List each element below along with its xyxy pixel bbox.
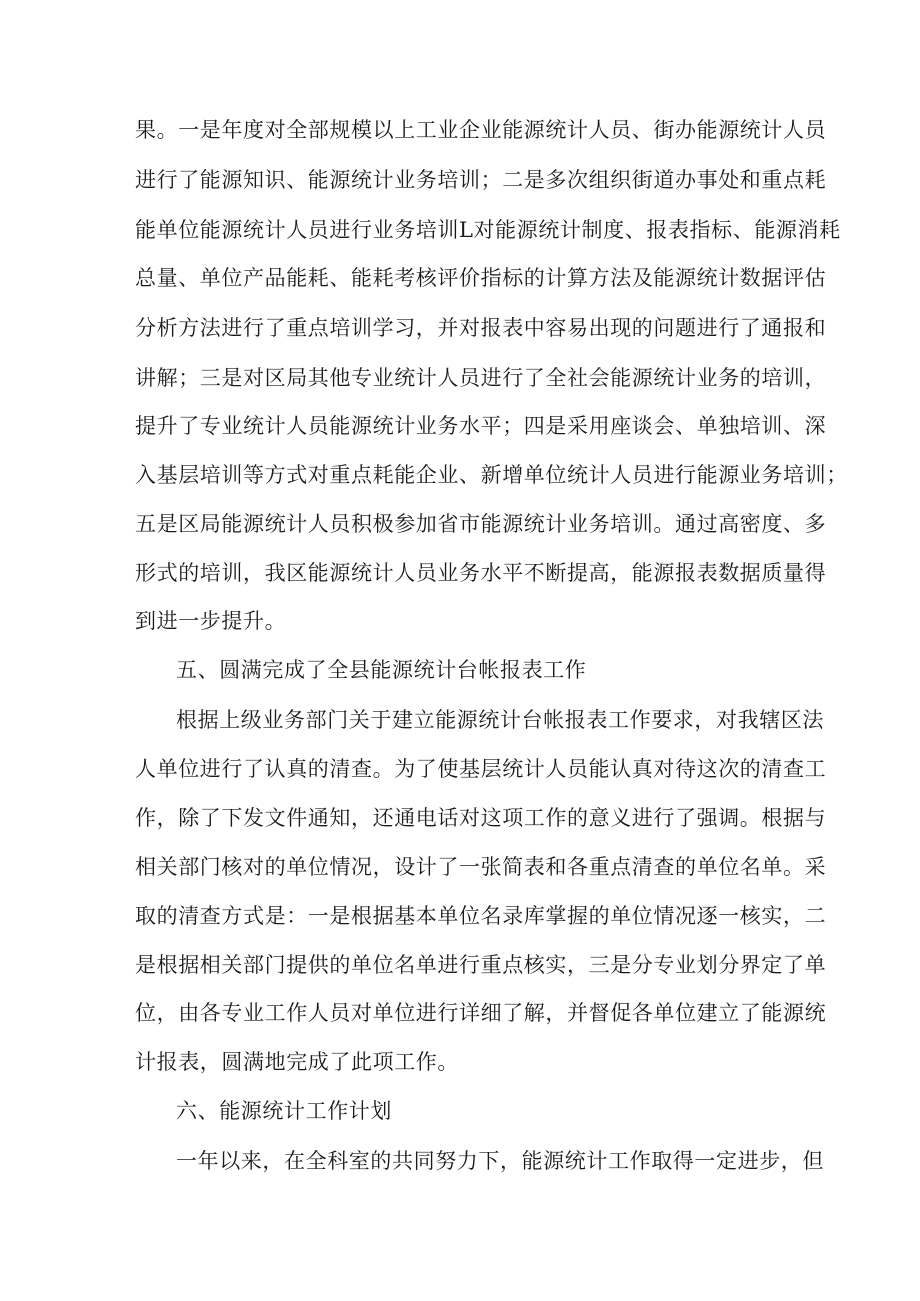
paragraph-line: 一年以来，在全科室的共同努力下，能源统计工作取得一定进步，但 (176, 1149, 824, 1173)
paragraph-line: 作，除了下发文件通知，还通电话对这项工作的意义进行了强调。根据与 (135, 806, 827, 830)
section-heading-6: 六、能源统计工作计划 (176, 1099, 392, 1123)
paragraph-line: 提升了专业统计人员能源统计业务水平；四是采用座谈会、单独培训、深 (135, 414, 827, 438)
paragraph-line: 位，由各专业工作人员对单位进行详细了解，并督促各单位建立了能源统 (135, 1001, 827, 1025)
paragraph-line: 能单位能源统计人员进行业务培训L对能源统计制度、报表指标、能源消耗 (135, 218, 841, 242)
paragraph-line: 是根据相关部门提供的单位名单进行重点核实，三是分专业划分界定了单 (135, 953, 827, 977)
paragraph-line: 计报表，圆满地完成了此项工作。 (135, 1050, 459, 1074)
paragraph-line: 取的清查方式是：一是根据基本单位名录库掌握的单位情况逐一核实，二 (135, 904, 827, 928)
paragraph-line: 形式的培训，我区能源统计人员业务水平不断提高，能源报表数据质量得 (135, 561, 827, 585)
paragraph-line: 进行了能源知识、能源统计业务培训；二是多次组织街道办事处和重点耗 (135, 168, 827, 192)
paragraph-line: 讲解；三是对区局其他专业统计人员进行了全社会能源统计业务的培训， (135, 366, 827, 390)
paragraph-line: 五是区局能源统计人员积极参加省市能源统计业务培训。通过高密度、多 (135, 512, 827, 536)
section-heading-5: 五、圆满完成了全县能源统计台帐报表工作 (176, 658, 587, 682)
paragraph-line: 果。一是年度对全部规模以上工业企业能源统计人员、街办能源统计人员 (135, 118, 827, 142)
paragraph-line: 到进一步提升。 (135, 609, 287, 633)
paragraph-line: 根据上级业务部门关于建立能源统计台帐报表工作要求，对我辖区法 (176, 708, 824, 732)
paragraph-line: 总量、单位产品能耗、能耗考核评价指标的计算方法及能源统计数据评估 (135, 266, 827, 290)
paragraph-line: 人单位进行了认真的清查。为了使基层统计人员能认真对待这次的清查工 (135, 757, 827, 781)
paragraph-line: 入基层培训等方式对重点耗能企业、新增单位统计人员进行能源业务培训； (135, 463, 848, 487)
paragraph-line: 相关部门核对的单位情况，设计了一张简表和各重点清查的单位名单。采 (135, 855, 827, 879)
paragraph-line: 分析方法进行了重点培训学习，并对报表中容易出现的问题进行了通报和 (135, 316, 827, 340)
